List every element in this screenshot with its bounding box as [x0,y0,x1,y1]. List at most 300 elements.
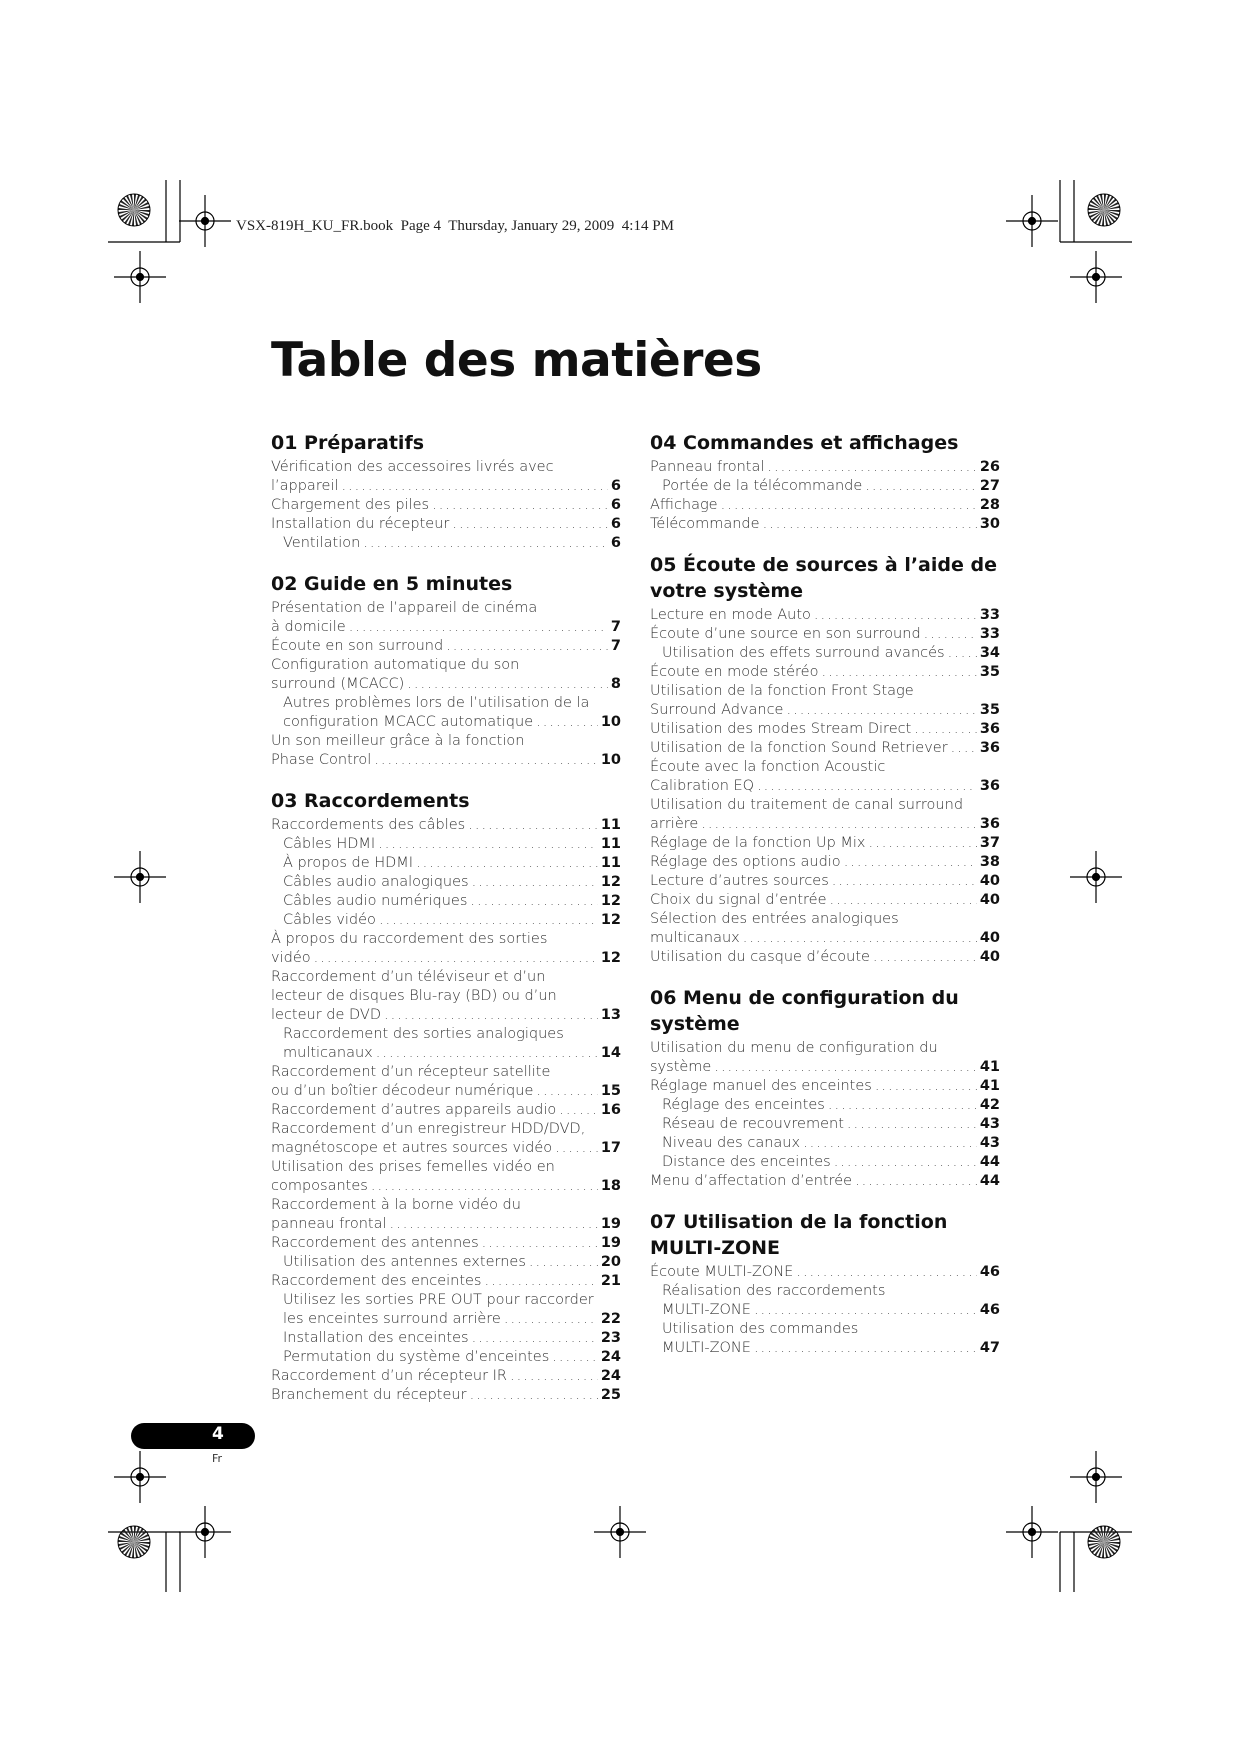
toc-page-number: 37 [979,835,1000,851]
toc-entry-text: Installation du récepteur [271,516,450,532]
toc-page-number: 7 [610,638,621,654]
toc-entry-leader-row [271,637,621,656]
toc-entry-text: Câbles audio numériques [283,893,468,909]
toc-entry-text: surround (MCACC) [271,676,405,692]
toc-entry [650,1320,1000,1358]
crosshair-mark [179,195,231,247]
toc-page-number: 44 [979,1154,1000,1170]
toc-page-number: 34 [979,645,1000,661]
toc-entry-leader-row [283,713,621,732]
toc-entry-text: Câbles HDMI [283,836,376,852]
dot-leader [371,1177,598,1196]
toc-entry-leader-row [650,834,1000,853]
section-heading: 04 Commandes et affichages [650,432,959,454]
toc-entry [650,644,1000,663]
toc-entry [650,910,1000,948]
toc-entry [271,1234,621,1253]
toc-page-number: 12 [600,950,621,966]
toc-entry-text: Réglage des options audio [650,854,841,870]
dot-leader [924,625,977,644]
toc-page-number: 12 [600,912,621,928]
toc-entry-leader-row [283,1044,621,1063]
toc-page-number: 40 [979,930,1000,946]
toc-entry [650,891,1000,910]
dot-leader [416,854,598,873]
page-title: Table des matières [271,333,762,388]
toc-entry-text: Écoute d’une source en son surround [650,626,921,642]
toc-entry-leader-row [650,891,1000,910]
toc-entry-line: Écoute avec la fonction Acoustic [650,759,886,775]
toc-entry [271,1272,621,1291]
toc-entry-text: magnétoscope et autres sources vidéo [271,1140,553,1156]
toc-entry-leader-row [650,720,1000,739]
toc-entry-leader-row [271,1101,621,1120]
toc-entry-text: Distance des enceintes [662,1154,831,1170]
toc-entry-leader-row [650,815,1000,834]
toc-entry [650,948,1000,967]
toc-page-number: 47 [979,1340,1000,1356]
toc-entry-line: Utilisez les sorties PRE OUT pour raccorder [283,1292,594,1308]
toc-entry-line: Raccordement d’un téléviseur et d’un [271,969,546,985]
toc-entry-text: Réglage des enceintes [662,1097,825,1113]
dot-leader [470,1386,598,1405]
toc-entry-leader-row [271,1177,621,1196]
toc-page-number: 35 [979,664,1000,680]
toc-entry-text: Écoute en son surround [271,638,444,654]
dot-leader [468,816,598,835]
toc-section [650,552,1000,967]
toc-entry-leader-row [650,1077,1000,1096]
toc-entry-text: Choix du signal d’entrée [650,892,827,908]
toc-entry-line: Autres problèmes lors de l’utilisation de la [283,695,590,711]
toc-section [271,788,621,1405]
toc-page-number: 23 [600,1330,621,1346]
toc-entry-line: Raccordement d’un récepteur satellite [271,1064,551,1080]
toc-entry-text: Niveau des canaux [662,1135,801,1151]
toc-entry [650,458,1000,477]
toc-entry-line: Réalisation des raccordements [662,1283,886,1299]
page-number: 4 [212,1424,224,1444]
toc-page-number: 11 [600,855,621,871]
toc-entry-line: Raccordement des sorties analogiques [283,1026,564,1042]
dot-leader [855,1172,977,1191]
toc-entry-text: Raccordement d’un récepteur IR [271,1368,508,1384]
toc-entry [650,1172,1000,1191]
toc-entry [271,1367,621,1386]
crosshair-mark [1070,251,1122,303]
dot-leader [349,618,608,637]
toc-page-number: 27 [979,478,1000,494]
toc-page-number: 19 [600,1235,621,1251]
toc-entry-text: Branchement du récepteur [271,1387,467,1403]
dot-leader [803,1134,977,1153]
toc-entry [271,892,621,911]
toc-entry-text: Câbles audio analogiques [283,874,469,890]
toc-entry-text: Câbles vidéo [283,912,376,928]
toc-entry-text: Utilisation des modes Stream Direct [650,721,912,737]
toc-entry-leader-row [283,854,621,873]
dot-leader [446,637,608,656]
toc-page-number: 7 [610,619,621,635]
toc-entry-text: lecteur de DVD [271,1007,382,1023]
toc-page-number: 36 [979,816,1000,832]
toc-entry-text: Lecture en mode Auto [650,607,811,623]
dot-leader [374,751,597,770]
toc-entry-text: Ventilation [283,535,361,551]
toc-entry-text: Affichage [650,497,718,513]
toc-entry [271,911,621,930]
toc-entry [271,854,621,873]
toc-page-number: 33 [979,607,1000,623]
dot-leader [875,1077,977,1096]
toc-entry [271,694,621,732]
toc-entry-leader-row [650,1058,1000,1077]
dot-leader [869,834,977,853]
toc-entry-text: Surround Advance [650,702,784,718]
toc-page-number: 6 [610,497,621,513]
toc-entry-text: Installation des enceintes [283,1330,469,1346]
toc-page-number: 14 [600,1045,621,1061]
dot-leader [951,739,977,758]
toc-page-number: 11 [600,836,621,852]
toc-entry-text: multicanaux [650,930,740,946]
toc-entry-leader-row [662,1134,1000,1153]
toc-entry [650,758,1000,796]
dot-leader [536,713,598,732]
toc-entry-line: Utilisation du traitement de canal surround [650,797,964,813]
toc-entry [271,1025,621,1063]
toc-entry-line: Raccordement à la borne vidéo du [271,1197,521,1213]
toc-page-number: 33 [979,626,1000,642]
toc-entry-text: Utilisation du casque d’écoute [650,949,870,965]
dot-leader [482,1234,598,1253]
dot-leader [389,1215,597,1234]
toc-page-number: 28 [979,497,1000,513]
toc-page-number: 13 [600,1007,621,1023]
toc-entry-leader-row [650,739,1000,758]
toc-entry-text: À propos de HDMI [283,855,414,871]
crosshair-mark [1070,851,1122,903]
dot-leader [363,534,608,553]
toc-entry [271,515,621,534]
toc-entry [650,625,1000,644]
dot-leader [701,815,976,834]
toc-entry [271,873,621,892]
toc-entry-text: les enceintes surround arrière [283,1311,501,1327]
page-language: Fr [212,1452,223,1465]
toc-entry-leader-row [283,1253,621,1272]
toc-section [650,1209,1000,1358]
toc-page-number: 16 [600,1102,621,1118]
starburst-mark [118,1526,150,1558]
toc-page-number: 30 [979,516,1000,532]
toc-entry [271,458,621,496]
toc-entry-leader-row [271,1367,621,1386]
toc-entry [271,968,621,1025]
dot-leader [559,1101,598,1120]
toc-entry-text: Raccordement d’autres appareils audio [271,1102,557,1118]
dot-leader [948,644,977,663]
toc-entry-leader-row [650,701,1000,720]
dot-leader [757,777,977,796]
toc-entry [271,1291,621,1329]
toc-entry-leader-row [662,644,1000,663]
toc-entry [271,599,621,637]
toc-page-number: 8 [610,676,621,692]
toc-entry [650,796,1000,834]
dot-leader [552,1348,598,1367]
toc-page-number: 10 [600,714,621,730]
toc-entry-leader-row [650,777,1000,796]
toc-entry-text: Écoute en mode stéréo [650,664,819,680]
toc-entry-leader-row [662,1115,1000,1134]
toc-entry-text: MULTI-ZONE [662,1302,751,1318]
dot-leader [485,1272,598,1291]
toc-entry-leader-row [283,835,621,854]
toc-entry-leader-row [271,1272,621,1291]
toc-entry [650,872,1000,891]
toc-entry-leader-row [271,1139,621,1158]
dot-leader [714,1058,976,1077]
dot-leader [830,891,977,910]
starburst-mark [1088,194,1120,226]
starburst-mark [1088,1526,1120,1558]
dot-leader [314,949,598,968]
toc-entry-line: Un son meilleur grâce à la fonction [271,733,525,749]
toc-entry [650,496,1000,515]
section-heading: 02 Guide en 5 minutes [271,573,513,595]
toc-entry-text: Calibration EQ [650,778,755,794]
toc-page-number: 42 [979,1097,1000,1113]
dot-leader [432,496,608,515]
toc-entry-line: Utilisation du menu de configuration du [650,1040,938,1056]
starburst-mark [118,194,150,226]
toc-page-number: 21 [600,1273,621,1289]
toc-entry [271,1120,621,1158]
toc-entry [271,1063,621,1101]
toc-page-number: 10 [600,752,621,768]
dot-leader [555,1139,598,1158]
toc-entry-leader-row [283,873,621,892]
dot-leader [754,1301,977,1320]
toc-section [271,430,621,553]
crosshair-mark [594,1506,646,1558]
toc-entry-leader-row [271,515,621,534]
toc-page-number: 26 [979,459,1000,475]
toc-entry-text: Réglage manuel des enceintes [650,1078,872,1094]
toc-entry [650,853,1000,872]
dot-leader [384,1006,598,1025]
dot-leader [796,1263,976,1282]
toc-entry-text: composantes [271,1178,368,1194]
toc-page-number: 15 [600,1083,621,1099]
crosshair-mark [179,1506,231,1558]
toc-entry-leader-row [662,1301,1000,1320]
toc-entry [650,1115,1000,1134]
toc-entry [650,1039,1000,1077]
dot-leader [844,853,977,872]
toc-entry-text: Menu d’affectation d’entrée [650,1173,853,1189]
toc-entry-line: Présentation de l’appareil de cinéma [271,600,538,616]
toc-page-number: 41 [979,1059,1000,1075]
toc-page-number: 46 [979,1302,1000,1318]
toc-page-number: 6 [610,516,621,532]
toc-entry-text: Télécommande [650,516,760,532]
toc-page-number: 35 [979,702,1000,718]
dot-leader [865,477,977,496]
toc-entry [650,739,1000,758]
toc-entry-leader-row [650,872,1000,891]
dot-leader [379,911,598,930]
dot-leader [821,663,976,682]
toc-page-number: 6 [610,478,621,494]
toc-entry-text: vidéo [271,950,311,966]
toc-entry-leader-row [650,625,1000,644]
toc-page-number: 46 [979,1264,1000,1280]
toc-section [650,985,1000,1191]
dot-leader [847,1115,977,1134]
dot-leader [452,515,608,534]
toc-entry-line: Raccordement d’un enregistreur HDD/DVD, [271,1121,586,1137]
toc-page-number: 17 [600,1140,621,1156]
toc-entry [271,637,621,656]
toc-page-number: 11 [600,817,621,833]
toc-entry [271,816,621,835]
toc-column-left [271,430,621,1423]
dot-leader [834,1153,977,1172]
toc-entry-text: Raccordement des enceintes [271,1273,482,1289]
dot-leader [378,835,598,854]
toc-entry-text: Écoute MULTI-ZONE [650,1264,794,1280]
toc-entry-text: Portée de la télécommande [662,478,863,494]
print-header: VSX-819H_KU_FR.book Page 4 Thursday, January 29, 2009 4:14 PM [236,218,674,234]
toc-entry [650,834,1000,853]
toc-entry-line: Utilisation de la fonction Front Stage [650,683,914,699]
toc-entry-text: Réglage de la fonction Up Mix [650,835,866,851]
toc-page-number: 24 [600,1368,621,1384]
toc-entry-leader-row [650,948,1000,967]
crosshair-mark [1070,1451,1122,1503]
toc-page-number: 36 [979,778,1000,794]
dot-leader [743,929,977,948]
crosshair-mark [114,851,166,903]
toc-page-number: 20 [600,1254,621,1270]
dot-leader [914,720,977,739]
toc-entry [650,720,1000,739]
toc-entry-leader-row [650,1172,1000,1191]
toc-page-number: 44 [979,1173,1000,1189]
toc-column-right [650,430,1000,1376]
toc-entry [650,1282,1000,1320]
toc-entry-leader-row [271,1234,621,1253]
toc-entry-leader-row [271,1215,621,1234]
toc-entry-leader-row [283,1348,621,1367]
dot-leader [814,606,977,625]
toc-section [271,571,621,770]
toc-page-number: 40 [979,949,1000,965]
toc-entry-text: Utilisation des antennes externes [283,1254,526,1270]
toc-entry [650,1134,1000,1153]
dot-leader [767,458,976,477]
toc-section [650,430,1000,534]
toc-entry-leader-row [283,534,621,553]
toc-entry [271,1386,621,1405]
toc-page-number: 41 [979,1078,1000,1094]
toc-entry [650,477,1000,496]
toc-entry-text: MULTI-ZONE [662,1340,751,1356]
toc-entry [650,515,1000,534]
toc-entry [271,732,621,770]
crosshair-mark [114,1451,166,1503]
toc-entry-leader-row [650,853,1000,872]
toc-entry [271,1158,621,1196]
section-heading: 07 Utilisation de la fonction MULTI-ZONE [650,1211,948,1259]
toc-entry-leader-row [271,477,621,496]
toc-entry-leader-row [271,816,621,835]
toc-entry [271,930,621,968]
toc-entry [650,663,1000,682]
toc-entry-text: configuration MCACC automatique [283,714,534,730]
toc-entry-text: arrière [650,816,699,832]
toc-page-number: 36 [979,740,1000,756]
toc-entry [650,682,1000,720]
toc-entry-leader-row [271,949,621,968]
toc-entry-leader-row [650,606,1000,625]
dot-leader [763,515,977,534]
toc-entry-leader-row [283,911,621,930]
toc-page-number: 40 [979,873,1000,889]
toc-entry-leader-row [662,477,1000,496]
toc-entry [271,496,621,515]
toc-entry-text: Chargement des piles [271,497,430,513]
toc-page-number: 38 [979,854,1000,870]
toc-entry-text: Raccordement des antennes [271,1235,479,1251]
toc-entry [271,1196,621,1234]
toc-page-number: 22 [600,1311,621,1327]
toc-entry-leader-row [271,1006,621,1025]
toc-entry [271,1348,621,1367]
dot-leader [472,1329,598,1348]
toc-entry-leader-row [271,1386,621,1405]
toc-entry-leader-row [271,618,621,637]
toc-entry-leader-row [650,458,1000,477]
toc-entry [271,835,621,854]
toc-page-number: 25 [600,1387,621,1403]
toc-page-number: 36 [979,721,1000,737]
toc-page-number: 43 [979,1116,1000,1132]
toc-entry-line: lecteur de disques Blu-ray (BD) ou d’un [271,988,557,1004]
toc-entry-text: Lecture d’autres sources [650,873,829,889]
toc-entry [650,1096,1000,1115]
toc-entry-line: Vérification des accessoires livrés avec [271,459,554,475]
dot-leader [407,675,608,694]
toc-page-number: 19 [600,1216,621,1232]
toc-entry-leader-row [650,496,1000,515]
toc-entry-text: ou d’un boîtier décodeur numérique [271,1083,534,1099]
section-heading: 06 Menu de configuration du système [650,987,959,1035]
crosshair-mark [114,251,166,303]
toc-entry-leader-row [662,1339,1000,1358]
toc-entry-text: Utilisation des effets surround avancés [662,645,945,661]
toc-entry-leader-row [650,515,1000,534]
page-number-tab [131,1423,255,1449]
dot-leader [873,948,977,967]
toc-page-number: 18 [600,1178,621,1194]
dot-leader [341,477,607,496]
crosshair-mark [1006,195,1058,247]
dot-leader [504,1310,598,1329]
toc-page-number: 6 [610,535,621,551]
